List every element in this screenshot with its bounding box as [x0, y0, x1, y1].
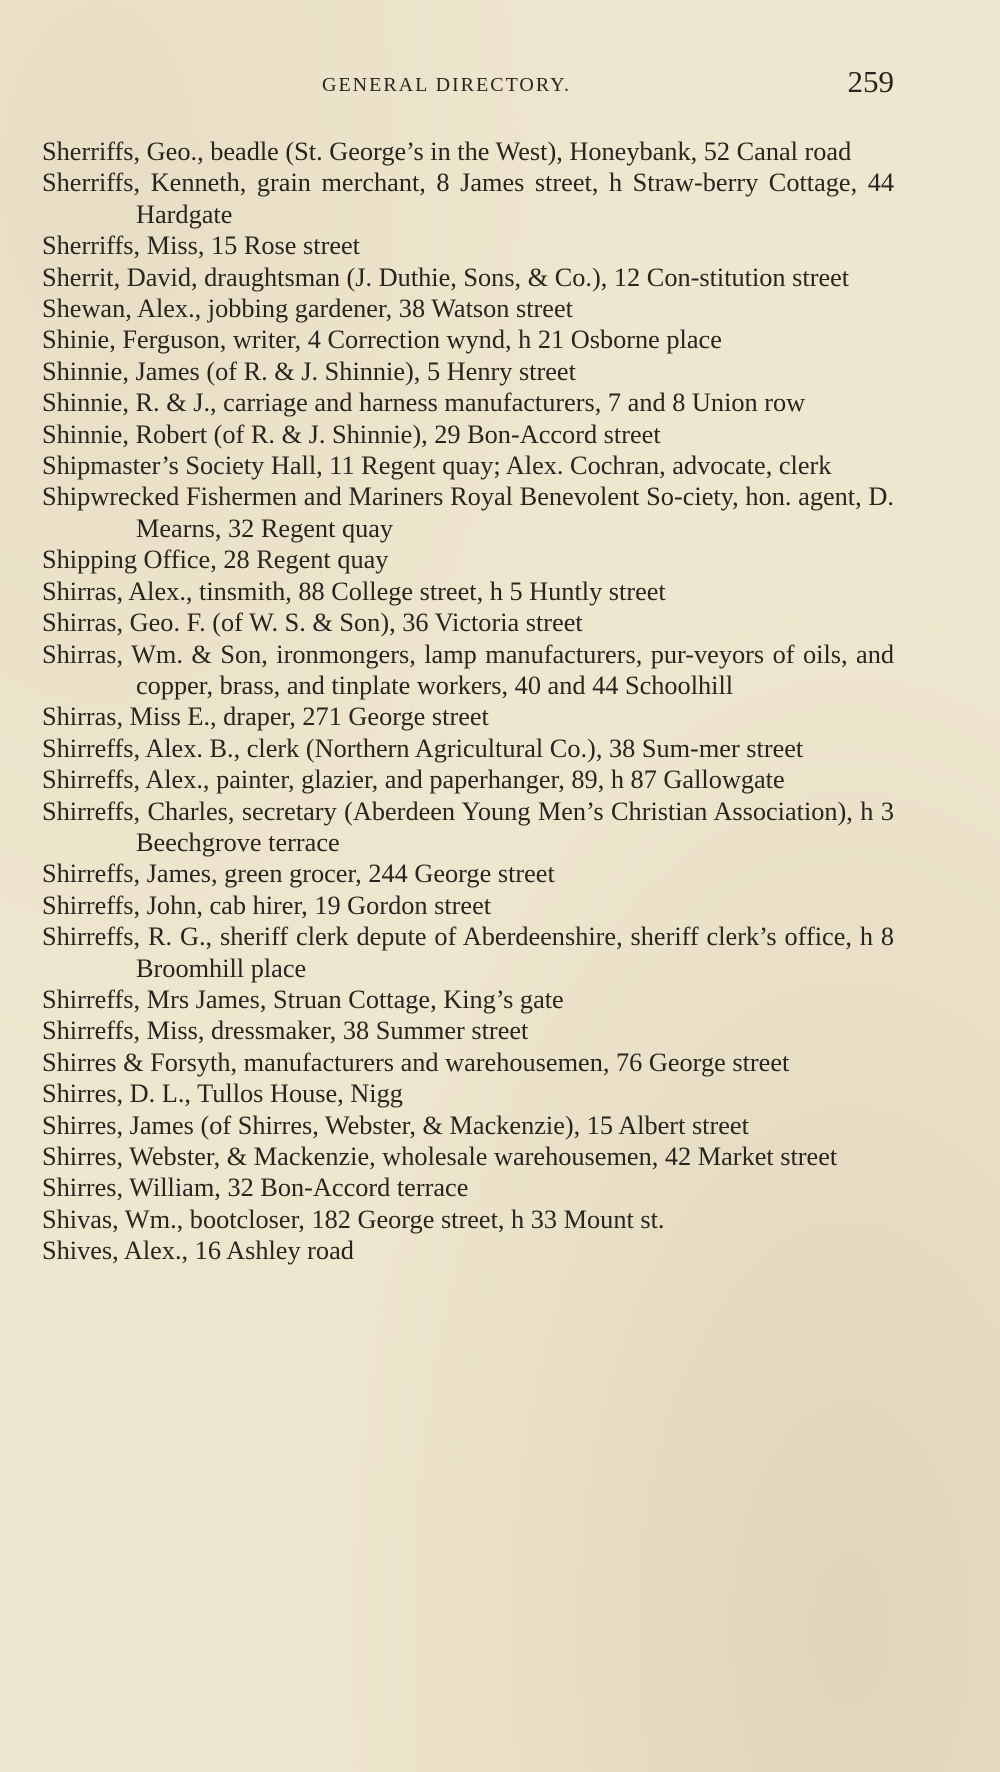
directory-entry: Shirreffs, James, green grocer, 244 George street: [42, 859, 555, 889]
directory-entry: Shives, Alex., 16 Ashley road: [42, 1236, 354, 1266]
directory-entry: Shirres, William, 32 Bon-Accord terrace: [42, 1173, 469, 1203]
directory-entry: Shirreffs, Miss, dressmaker, 38 Summer street: [42, 1016, 529, 1046]
directory-entry: Shirreffs, Charles, secretary (Aberdeen Young Men’s Christian Association), h 3 Beechgrove terrace: [42, 796, 894, 857]
directory-entry: Shirras, Geo. F. (of W. S. & Son), 36 Victoria street: [42, 608, 583, 638]
page-number: 259: [847, 64, 894, 99]
directory-entry: Shipping Office, 28 Regent quay: [42, 545, 389, 575]
directory-entry: Shinnie, James (of R. & J. Shinnie), 5 Henry street: [42, 356, 576, 386]
directory-entry: Sherriffs, Kenneth, grain merchant, 8 James street, h Straw-berry Cottage, 44 Hardgate: [42, 168, 894, 229]
directory-entry: Shirreffs, John, cab hirer, 19 Gordon street: [42, 890, 492, 920]
directory-entry: Shirreffs, Alex. B., clerk (Northern Agricultural Co.), 38 Sum-mer street: [42, 733, 804, 763]
directory-entry: Sherriffs, Geo., beadle (St. George’s in the West), Honeybank, 52 Canal road: [42, 137, 852, 166]
directory-entry: Shipmaster’s Society Hall, 11 Regent quay; Alex. Cochran, advocate, clerk: [42, 451, 832, 481]
directory-entry: Shirreffs, Alex., painter, glazier, and paperhanger, 89, h 87 Gallowgate: [42, 765, 785, 795]
directory-entry: Shinie, Ferguson, writer, 4 Correction wynd, h 21 Osborne place: [42, 325, 722, 355]
directory-entry: Sherrit, David, draughtsman (J. Duthie, Sons, & Co.), 12 Con-stitution street: [42, 262, 850, 292]
directory-entry: Shirres, D. L., Tullos House, Nigg: [42, 1079, 403, 1109]
directory-entry: Shirras, Alex., tinsmith, 88 College street, h 5 Huntly street: [42, 576, 666, 606]
directory-entry: Shirreffs, R. G., sheriff clerk depute of Aberdeenshire, sheriff clerk’s office, h 8 Broomhill place: [42, 922, 894, 983]
directory-entry: Shirras, Wm. & Son, ironmongers, lamp manufacturers, pur-veyors of oils, and copper, brass, and tinplate workers, 40 and 44 Schoolhill: [42, 639, 894, 700]
directory-entry: Shivas, Wm., bootcloser, 182 George street, h 33 Mount st.: [42, 1204, 665, 1234]
directory-entry: Shirreffs, Mrs James, Struan Cottage, King’s gate: [42, 984, 564, 1014]
directory-entries: [42, 136, 894, 1267]
directory-entry: Sherriffs, Miss, 15 Rose street: [42, 231, 360, 261]
directory-entry: Shipwrecked Fishermen and Mariners Royal Benevolent So-ciety, hon. agent, D. Mearns, 32 Regent quay: [42, 482, 894, 543]
directory-entry: Shirres, James (of Shirres, Webster, & Mackenzie), 15 Albert street: [42, 1110, 749, 1140]
directory-entry: Shirras, Miss E., draper, 271 George street: [42, 702, 489, 732]
directory-entry: Shewan, Alex., jobbing gardener, 38 Watson street: [42, 294, 573, 324]
directory-entry: Shirres, Webster, & Mackenzie, wholesale warehousemen, 42 Market street: [42, 1142, 838, 1171]
directory-entry: Shinnie, R. & J., carriage and harness manufacturers, 7 and 8 Union row: [42, 388, 806, 418]
running-title: GENERAL DIRECTORY.: [322, 74, 571, 96]
directory-entry: Shinnie, Robert (of R. & J. Shinnie), 29 Bon-Accord street: [42, 419, 661, 449]
running-head: [42, 64, 894, 108]
directory-entry: Shirres & Forsyth, manufacturers and warehousemen, 76 George street: [42, 1047, 790, 1077]
